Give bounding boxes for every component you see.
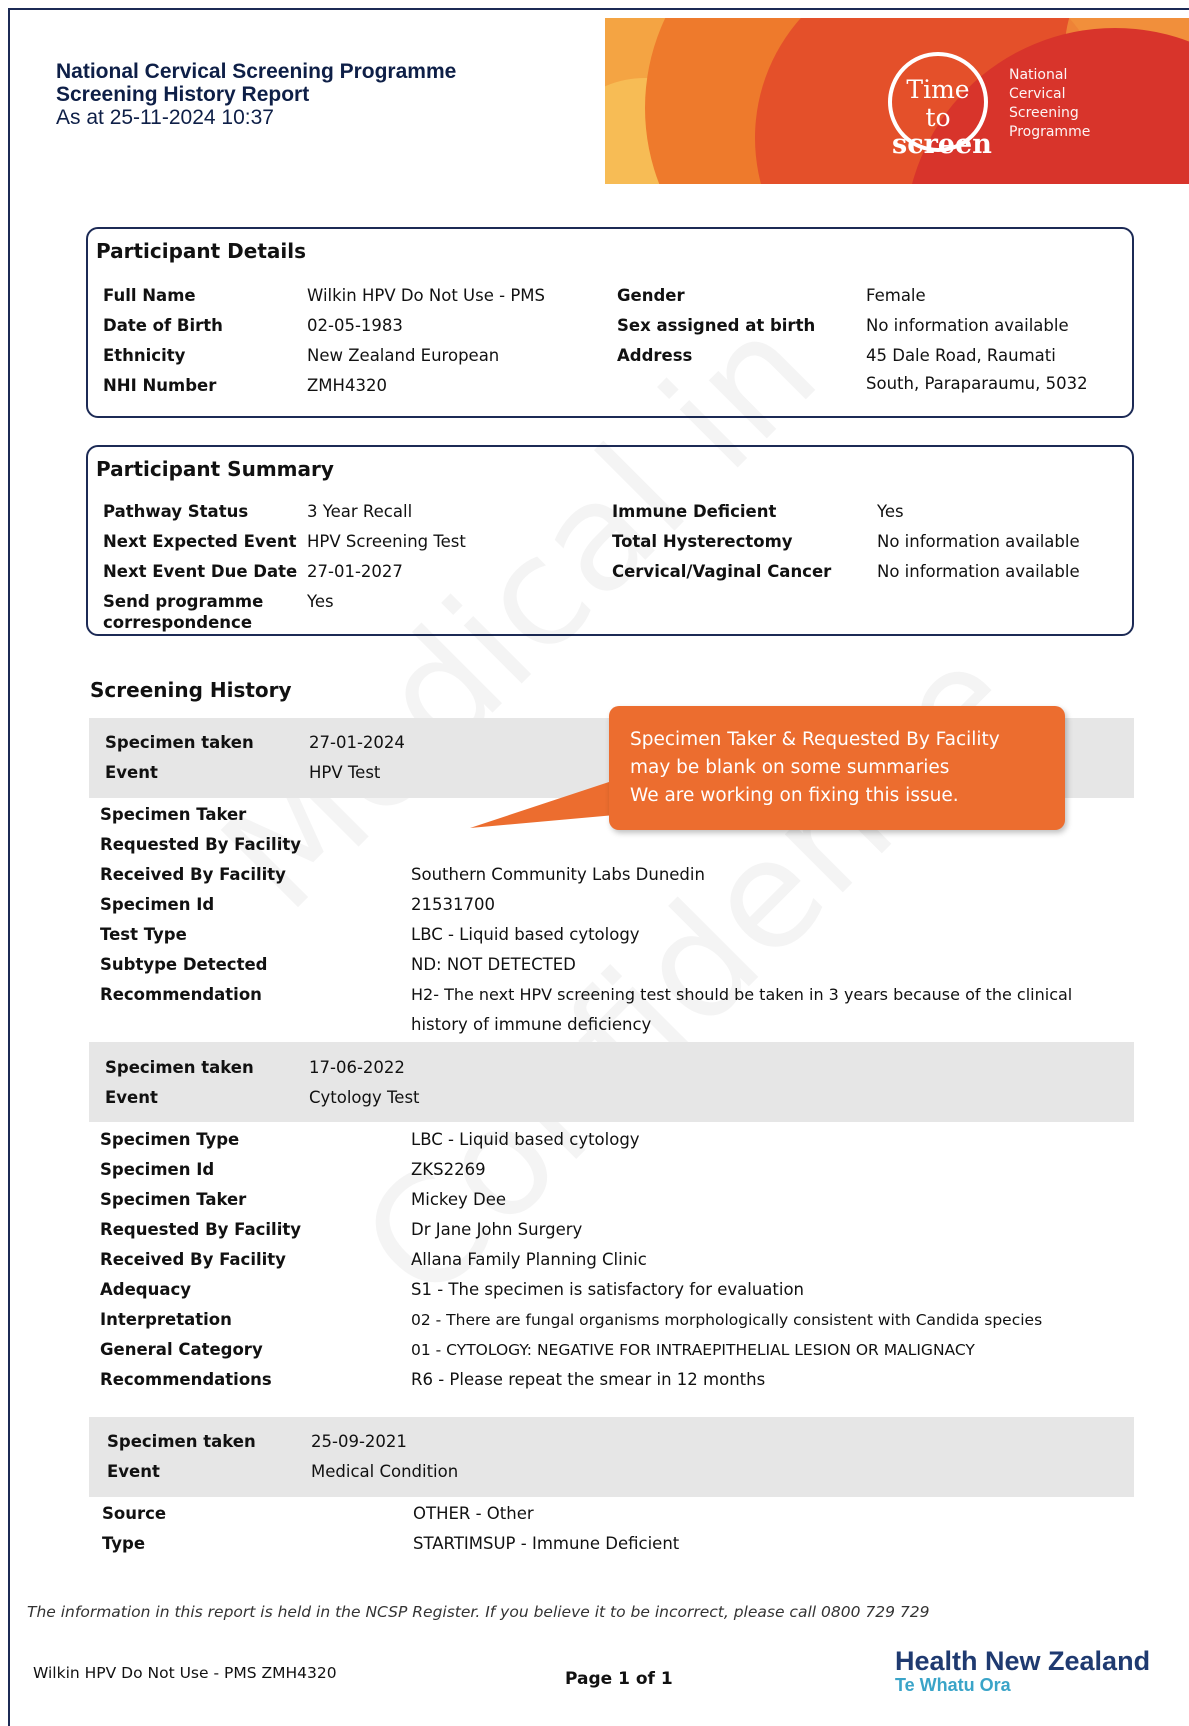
time-to-screen-logo: Time to screen (888, 52, 988, 152)
detail-label: Recommendation (100, 985, 262, 1004)
entry-header (89, 1042, 1134, 1122)
entry-value: Cytology Test (309, 1088, 420, 1107)
entry-label: Specimen taken (105, 1058, 254, 1077)
footer-disclaimer: The information in this report is held in the NCSP Register. If you believe it to be incorrect, please call 0800 729 729 (27, 1603, 930, 1621)
entry-label: Event (107, 1462, 160, 1481)
detail-value: South, Paraparaumu, 5032 (866, 374, 1088, 393)
header-banner (605, 18, 1189, 184)
detail-label: Full Name (103, 286, 196, 305)
programme-name: National Cervical Screening Programme (56, 60, 457, 83)
detail-value: R6 - Please repeat the smear in 12 months (411, 1370, 766, 1389)
detail-label: Type (102, 1534, 146, 1553)
entry-value: 17-06-2022 (309, 1058, 405, 1077)
detail-value: H2- The next HPV screening test should be taken in 3 years because of the clinical (411, 985, 1073, 1004)
detail-label: Ethnicity (103, 346, 186, 365)
detail-label: Recommendations (100, 1370, 272, 1389)
callout-note: Specimen Taker & Requested By Facility may be blank on some summaries We are working on fixing this issue. (609, 706, 1065, 830)
report-date: As at 25-11-2024 10:37 (56, 106, 274, 129)
detail-value: ZMH4320 (307, 376, 387, 395)
detail-label: Gender (617, 286, 685, 305)
footer-participant: Wilkin HPV Do Not Use - PMS ZMH4320 (33, 1664, 337, 1682)
detail-value: 01 - CYTOLOGY: NEGATIVE FOR INTRAEPITHELIAL LESION OR MALIGNACY (411, 1341, 975, 1359)
summary-label: Send programme (103, 592, 264, 611)
entry-header (89, 1417, 1134, 1497)
screening-history-title: Screening History (90, 678, 292, 702)
detail-value: Dr Jane John Surgery (411, 1220, 583, 1239)
callout-pointer (460, 740, 630, 840)
detail-value: Southern Community Labs Dunedin (411, 865, 705, 884)
participant-summary-title: Participant Summary (96, 457, 334, 481)
detail-label: Source (102, 1504, 167, 1523)
summary-label: Immune Deficient (612, 502, 777, 521)
detail-label: Received By Facility (100, 1250, 286, 1269)
detail-label: Specimen Id (100, 895, 215, 914)
detail-value: OTHER - Other (413, 1504, 534, 1523)
summary-value: 27-01-2027 (307, 562, 403, 581)
entry-label: Event (105, 1088, 158, 1107)
summary-label: Pathway Status (103, 502, 249, 521)
detail-label: Sex assigned at birth (617, 316, 816, 335)
detail-label: Specimen Type (100, 1130, 240, 1149)
entry-value: HPV Test (309, 763, 381, 782)
detail-label: Test Type (100, 925, 187, 944)
entry-label: Event (105, 763, 158, 782)
summary-value: No information available (877, 532, 1080, 551)
summary-label: Next Expected Event (103, 532, 297, 551)
detail-value: Female (866, 286, 926, 305)
entry-label: Specimen taken (105, 733, 254, 752)
detail-value: history of immune deficiency (411, 1015, 652, 1034)
detail-value: LBC - Liquid based cytology (411, 925, 640, 944)
participant-details-card (86, 227, 1134, 418)
detail-value: No information available (866, 316, 1069, 335)
report-name: Screening History Report (56, 83, 310, 106)
entry-label: Specimen taken (107, 1432, 256, 1451)
detail-value: STARTIMSUP - Immune Deficient (413, 1534, 680, 1553)
detail-label: Requested By Facility (100, 1220, 302, 1239)
participant-details-title: Participant Details (96, 239, 307, 263)
health-nz-logo: Health New Zealand Te Whatu Ora (895, 1646, 1151, 1695)
detail-value: LBC - Liquid based cytology (411, 1130, 640, 1149)
summary-value: Yes (877, 502, 904, 521)
detail-label: Specimen Taker (100, 805, 247, 824)
detail-value: New Zealand European (307, 346, 500, 365)
summary-value: Yes (307, 592, 334, 611)
report-title (56, 60, 456, 129)
detail-value: ZKS2269 (411, 1160, 486, 1179)
detail-label: Adequacy (100, 1280, 191, 1299)
detail-label: Specimen Taker (100, 1190, 247, 1209)
detail-value: 02-05-1983 (307, 316, 403, 335)
summary-label: Total Hysterectomy (612, 532, 793, 551)
detail-value: ND: NOT DETECTED (411, 955, 576, 974)
summary-label: Cervical/Vaginal Cancer (612, 562, 832, 581)
summary-value: 3 Year Recall (307, 502, 413, 521)
programme-logo-text: National Cervical Screening Programme (1009, 67, 1091, 140)
detail-label: General Category (100, 1340, 263, 1359)
summary-value: No information available (877, 562, 1080, 581)
detail-value: 45 Dale Road, Raumati (866, 346, 1056, 365)
summary-label: Next Event Due Date (103, 562, 298, 581)
detail-label: Received By Facility (100, 865, 286, 884)
summary-value: HPV Screening Test (307, 532, 466, 551)
entry-value: Medical Condition (311, 1462, 459, 1481)
detail-label: Requested By Facility (100, 835, 302, 854)
entry-value: 27-01-2024 (309, 733, 405, 752)
detail-label: Interpretation (100, 1310, 232, 1329)
detail-label: Address (617, 346, 693, 365)
page-number: Page 1 of 1 (565, 1669, 673, 1689)
detail-label: NHI Number (103, 376, 217, 395)
detail-label: Subtype Detected (100, 955, 268, 974)
detail-label: Date of Birth (103, 316, 223, 335)
detail-value: Mickey Dee (411, 1190, 507, 1209)
detail-value: 02 - There are fungal organisms morphologically consistent with Candida species (411, 1311, 1043, 1329)
detail-value: Allana Family Planning Clinic (411, 1250, 647, 1269)
detail-value: 21531700 (411, 895, 495, 914)
summary-label: correspondence (103, 613, 253, 632)
entry-value: 25-09-2021 (311, 1432, 407, 1451)
detail-label: Specimen Id (100, 1160, 215, 1179)
detail-value: S1 - The specimen is satisfactory for evaluation (411, 1280, 805, 1299)
detail-value: Wilkin HPV Do Not Use - PMS (307, 286, 545, 305)
